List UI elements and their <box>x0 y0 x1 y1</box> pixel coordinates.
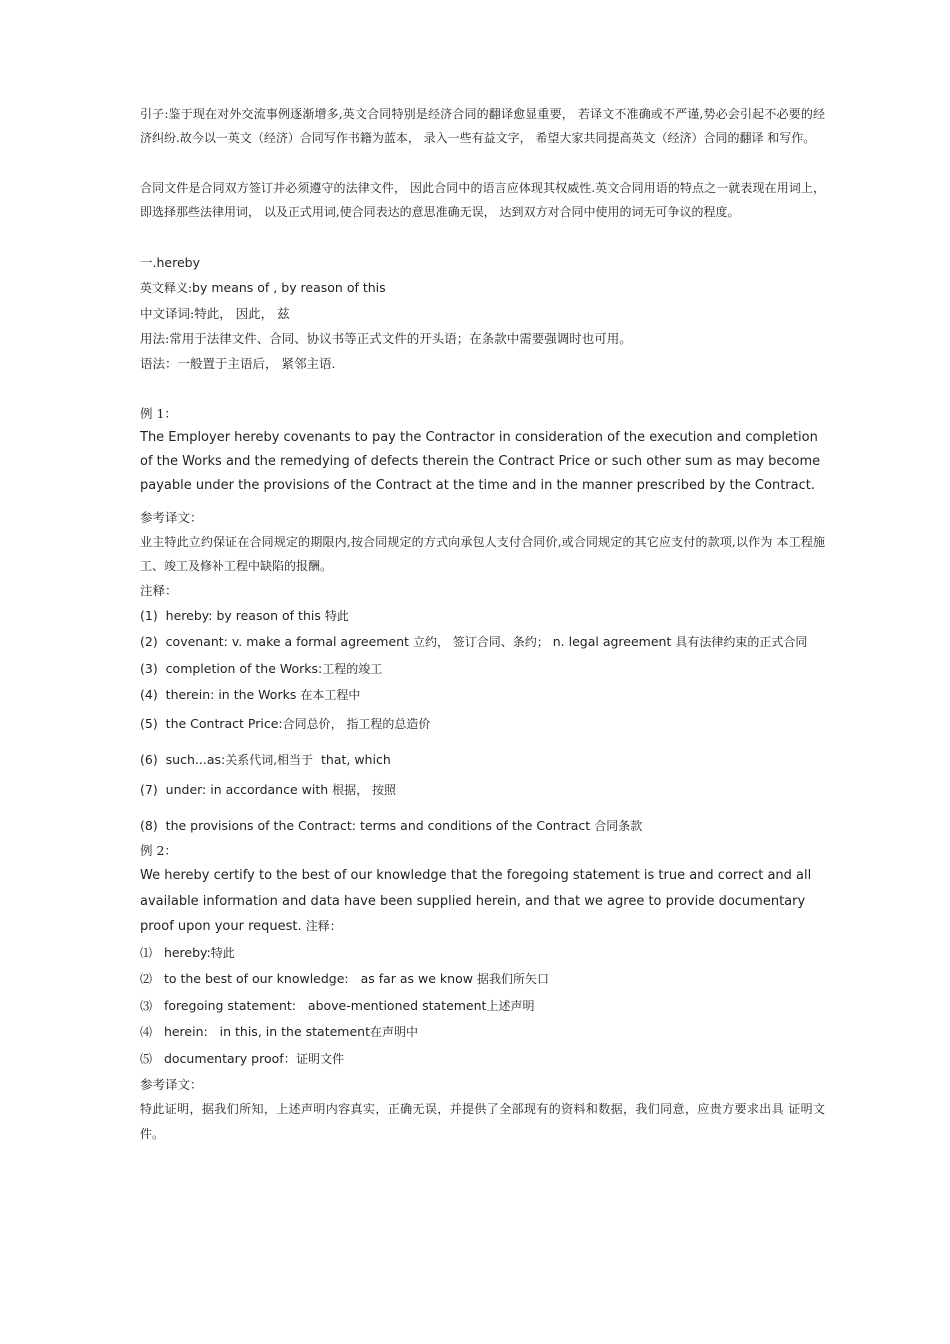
example2-label: 例 2： <box>140 843 177 858</box>
note-item: ⑴ hereby:特此 <box>140 944 235 960</box>
en-def-text: by means of , by reason of this <box>192 280 386 295</box>
english-definition <box>140 275 825 301</box>
example1-text: The Employer hereby covenants to pay the Contractor in consideration of the execution and completion of the Works and the remedying of defects therein the Contract Price or such other sum as may become payable under the provisions of the Contract at the time and in the manner prescribed by the Contract. <box>140 430 821 493</box>
example1-label: 例 1： <box>140 406 177 421</box>
example1-notes-label: 注释： <box>140 583 178 598</box>
note-item: (2) covenant: v. make a formal agreement 立约， 签订合同、条约； n. legal agreement 具有法律约束的正式合同 <box>140 634 808 649</box>
example2-ref-label: 参考译文： <box>140 1077 203 1092</box>
note-item: (8) the provisions of the Contract: terms and conditions of the Contract 合同条款 <box>140 818 643 833</box>
usage-note: 用法:常用于法律文件、合同、协议书等正式文件的开头语；在条款中需要强调时也可用。 <box>140 331 632 346</box>
note-item: ⑶ foregoing statement: above-mentioned statement上述声明 <box>140 997 535 1013</box>
example2-text: We hereby certify to the best of our knowledge that the foregoing statement is true and correct and all available information and data have been supplied herein, and that we agree to provide documentary proof upon your request. 注释： <box>140 868 812 934</box>
note-item: ⑸ documentary proof：证明文件 <box>140 1050 345 1066</box>
example1-ref-label: 参考译文： <box>140 510 203 525</box>
note-item: (4) therein: in the Works 在本工程中 <box>140 687 361 702</box>
note-item: (3) completion of the Works:工程的竣工 <box>140 661 383 676</box>
example2-translation: 特此证明，据我们所知，上述声明内容真实，正确无误，并提供了全部现有的资料和数据，我们同意，应贵方要求出具 证明文件。 <box>140 1102 825 1141</box>
note-item: ⑷ herein: in this, in the statement在声明中 <box>140 1024 418 1039</box>
chinese-definition: 中文译词:特此， 因此， 兹 <box>140 306 290 321</box>
example2-notes-label: 注释： <box>305 919 342 933</box>
example1-translation: 业主特此立约保证在合同规定的期限内,按合同规定的方式向承包人支付合同价,或合同规定的其它应支付的款项,以作为 本工程施工、竣工及修补工程中缺陷的报酬。 <box>140 535 825 573</box>
note-item: (6) such...as:关系代词,相当于 that, which <box>140 752 391 767</box>
intro-paragraph-1: 引子:鉴于现在对外交流事例逐渐增多,英文合同特别是经济合同的翻译愈显重要， 若译文不准确或不严谨,势必会引起不必要的经济纠纷.故今以一英文（经济）合同写作书籍为蓝本， 录入一些有益文字， 希望大家共同提高英文（经济）合同的翻译 和写作。 <box>140 107 825 145</box>
note-item: (7) under: in accordance with 根据， 按照 <box>140 782 396 797</box>
document-page <box>140 100 825 1147</box>
en-def-label: 英文释义: <box>140 281 193 295</box>
note-item: ⑵ to the best of our knowledge: as far as we know 据我们所矢口 <box>140 971 549 986</box>
note-item: (5) the Contract Price:合同总价， 指工程的总造价 <box>140 716 431 731</box>
note-item: (1) hereby: by reason of this 特此 <box>140 608 349 623</box>
grammar-note: 语法：一般置于主语后， 紧邻主语. <box>140 356 336 371</box>
section-heading: 一.hereby <box>140 255 200 270</box>
intro-paragraph-2: 合同文件是合同双方签订并必须遵守的法律文件， 因此合同中的语言应体现其权威性.英文合同用语的特点之一就表现在用词上， 即选择那些法律用词， 以及正式用词,使合同表达的意思准确无误， 达到双方对合同中使用的词无可争议的程度。 <box>140 181 825 219</box>
